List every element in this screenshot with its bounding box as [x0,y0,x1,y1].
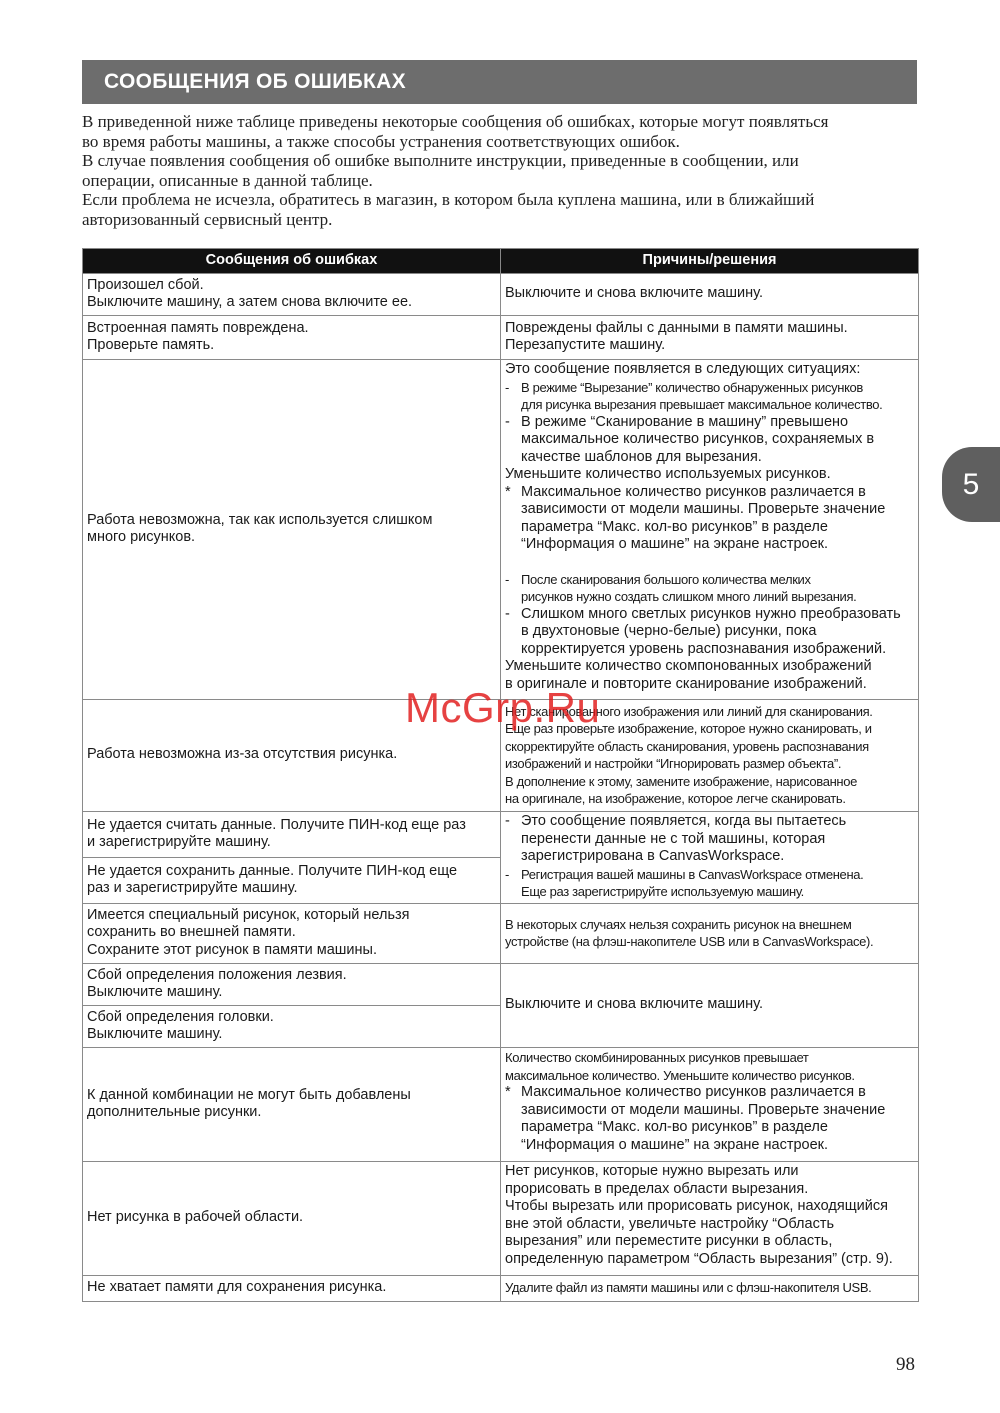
bullet-line: Это сообщение появляется, когда вы пытаетесь [521,813,847,830]
note-line: параметра “Макс. кол-во рисунков” в разделе [521,518,828,535]
error-message-cell [83,1162,501,1276]
solution-bullet [505,379,914,414]
error-message-text: и зарегистрируйте машину. [87,834,271,850]
error-message-text: Нет рисунка в рабочей области. [87,1209,304,1226]
note-line: зависимости от модели машины. Проверьте значение [521,501,886,517]
solution-bullet [505,414,914,467]
table-row [83,700,919,812]
error-message-text: сохранить во внешней памяти. [87,924,296,941]
page-number: 98 [896,1354,915,1375]
spacer [505,554,914,571]
table-header-row [83,249,919,274]
solution-text: максимальное количество. Уменьшите количество рисунков. [505,1067,855,1083]
bullet-line: максимальное количество рисунков, сохраняемых в [521,431,875,447]
intro-line: операции, описанные в данной таблице. [82,170,373,190]
error-message-text: Выключите машину. [87,1026,223,1042]
note-line: Максимальное количество рисунков различается в [521,1084,866,1100]
chapter-tab: 5 [942,447,1000,522]
bullet-line: Регистрация вашей машины в CanvasWorkspace отменена. [521,866,864,882]
dash-marker: - [505,813,510,830]
intro-line: В случае появления сообщения об ошибке выполните инструкции, приведенные в сообщении, или [82,151,799,170]
solution-text: Еще раз проверьте изображение, которое нужно сканировать, и [505,721,872,736]
solution-cell [501,1276,919,1302]
error-message-text: Выключите машину. [87,984,223,1000]
note-line: параметра “Макс. кол-во рисунков” в разделе [521,1119,828,1135]
intro-line: во время работы машины, а также способы устранения соответствующих ошибок. [82,131,680,151]
error-message-text: Не удается считать данные. Получите ПИН-код еще раз [87,816,466,833]
solution-text: Удалите файл из памяти машины или с флэш-накопителя USB. [505,1280,872,1296]
error-message-cell [83,858,501,904]
solution-cell [501,1162,919,1276]
solution-text: Это сообщение появляется в следующих ситуациях: [505,361,861,377]
solution-text: Уменьшите количество скомпонованных изображений [505,658,872,674]
error-message-text: Проверьте память. [87,337,215,353]
table-row [83,812,919,858]
bullet-line: Еще раз зарегистрируйте используемую машину. [521,884,804,900]
table-row [83,274,919,316]
intro-line: авторизованный сервисный центр. [82,209,333,229]
table-row [83,1048,919,1162]
dash-marker: - [505,605,510,622]
solution-bullet [505,571,914,606]
solution-cell [501,1048,919,1162]
solution-cell [501,360,919,700]
asterisk-marker: * [505,1084,511,1100]
error-message-text: Не хватает памяти для сохранения рисунка. [87,1279,387,1296]
error-message-cell [83,700,501,812]
solution-note [505,1084,914,1154]
error-message-text: К данной комбинации не могут быть добавлены [87,1086,411,1103]
solution-text: Повреждены файлы с данными в памяти машины. [505,319,848,336]
table-row [83,964,919,1006]
solution-cell [501,700,919,812]
solution-text: Нет сканированного изображения или линий для сканирования. [505,703,873,719]
dash-marker: - [505,379,509,395]
intro-text [82,112,922,229]
error-message-cell [83,1006,501,1048]
watermark: McGrp.Ru [405,684,601,731]
solution-cell [501,316,919,360]
bullet-line: Слишком много светлых рисунков нужно преобразовать [521,605,901,622]
solution-text: В дополнение к этому, замените изображение, нарисованное [505,773,858,789]
solution-text: Чтобы вырезать или прорисовать рисунок, находящийся [505,1198,888,1214]
intro-line: В приведенной ниже таблице приведены некоторые сообщения об ошибках, которые могут появляться [82,112,829,131]
solution-bullet [505,606,914,659]
error-message-text: Встроенная память повреждена. [87,319,309,336]
error-message-text: Работа невозможна, так как используется слишком [87,511,433,528]
solution-text: вырезания” или переместите рисунки в область, [505,1233,833,1249]
solution-cell [501,964,919,1048]
error-message-text: Сбой определения головки. [87,1008,274,1025]
error-message-cell [83,316,501,360]
solution-text: вне этой области, увеличьте настройку “Область [505,1215,835,1232]
error-message-text: Имеется специальный рисунок, который нельзя [87,906,410,923]
error-message-cell [83,904,501,964]
error-message-text: много рисунков. [87,529,196,545]
error-message-text: Сохраните этот рисунок в памяти машины. [87,941,377,958]
error-message-cell [83,274,501,316]
error-messages-table [82,248,919,1302]
bullet-line: В режиме “Вырезание” количество обнаруженных рисунков [521,379,863,395]
solution-text: Количество скомбинированных рисунков превышает [505,1050,809,1065]
note-line: “Информация о машине” на экране настроек. [521,1136,829,1153]
error-message-text: Произошел сбой. [87,276,204,293]
bullet-line: рисунков нужно создать слишком много линий вырезания. [521,589,857,604]
error-message-text: Выключите машину, а затем снова включите ее. [87,294,413,310]
solution-cell [501,274,919,316]
bullet-line: В режиме “Сканирование в машину” превышено [521,413,849,430]
solution-cell [501,904,919,964]
column-header-solutions: Причины/решения [501,249,919,274]
solution-bullet [505,866,914,901]
solution-text: Выключите и снова включите машину. [505,285,763,302]
solution-text: Нет рисунков, которые нужно вырезать или [505,1163,799,1179]
solution-text: на оригинале, на изображение, которое легче сканировать. [505,791,846,806]
solution-text: В некоторых случаях нельзя сохранить рисунок на внешнем [505,916,852,932]
error-message-text: Работа невозможна из-за отсутствия рисунка. [87,746,398,763]
error-message-cell [83,1276,501,1302]
bullet-line: в двухтоновые (черно-белые) рисунки, пока [521,623,817,639]
bullet-line: перенести данные не с той машины, которая [521,830,826,847]
error-message-cell [83,964,501,1006]
intro-line: Если проблема не исчезла, обратитесь в магазин, в котором была куплена машина, или в ближайший [82,190,815,209]
solution-text: определенную параметром “Область вырезания” (стр. 9). [505,1250,893,1267]
solution-text: Выключите и снова включите машину. [505,996,763,1013]
bullet-line: зарегистрирована в CanvasWorkspace. [521,848,785,865]
solution-text: прорисовать в пределах области вырезания. [505,1180,809,1197]
solution-text: изображений и настройки “Игнорировать размер объекта”. [505,756,842,771]
table-row [83,360,919,700]
error-message-cell [83,812,501,858]
error-message-text: раз и зарегистрируйте машину. [87,880,298,896]
table-row [83,316,919,360]
error-message-cell [83,360,501,700]
error-message-text: Не удается сохранить данные. Получите ПИН-код еще [87,862,458,879]
solution-note [505,484,914,554]
section-header [82,60,917,104]
solution-cell [501,812,919,904]
dash-marker: - [505,413,510,430]
solution-text: скорректируйте область сканирования, уровень распознавания [505,738,869,754]
bullet-line: После сканирования большого количества мелких [521,571,811,587]
note-line: зависимости от модели машины. Проверьте значение [521,1101,886,1118]
solution-text: в оригинале и повторите сканирование изображений. [505,675,867,692]
bullet-line: качестве шаблонов для вырезания. [521,448,762,465]
dash-marker: - [505,571,509,587]
asterisk-marker: * [505,483,511,500]
table-row [83,904,919,964]
table-row [83,1276,919,1302]
solution-text: устройстве (на флэш-накопителе USB или в CanvasWorkspace). [505,934,874,949]
bullet-line: для рисунка вырезания превышает максимальное количество. [521,397,883,412]
table-row [83,1162,919,1276]
solution-text: Уменьшите количество используемых рисунков. [505,466,831,482]
solution-text: Перезапустите машину. [505,337,666,353]
solution-bullet [505,813,914,866]
error-message-cell [83,1048,501,1162]
column-header-messages: Сообщения об ошибках [83,249,501,274]
dash-marker: - [505,866,509,882]
bullet-line: корректируется уровень распознавания изображений. [521,640,887,657]
error-message-text: Сбой определения положения лезвия. [87,966,347,983]
section-title: СООБЩЕНИЯ ОБ ОШИБКАХ [104,70,406,93]
note-line: Максимальное количество рисунков различается в [521,483,866,500]
note-line: “Информация о машине” на экране настроек. [521,536,829,552]
error-message-text: дополнительные рисунки. [87,1104,262,1120]
